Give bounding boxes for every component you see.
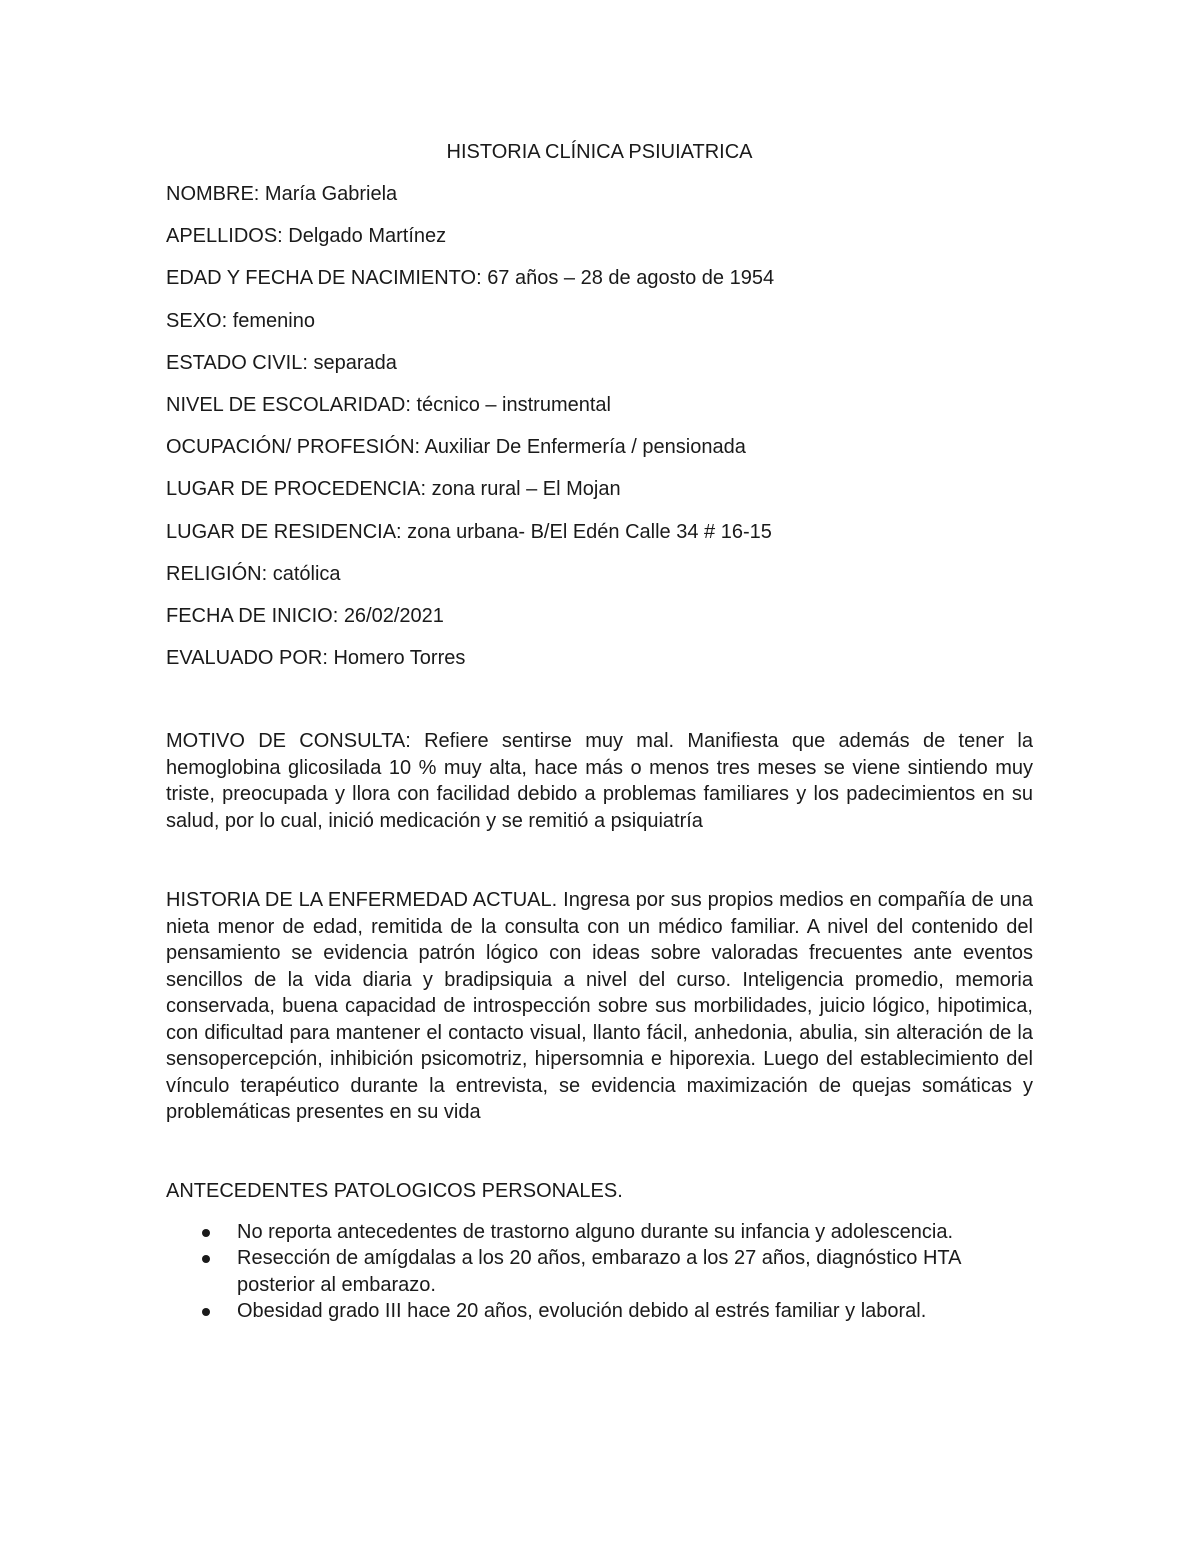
- field-value: Delgado Martínez: [288, 225, 447, 248]
- field-value: técnico – instrumental: [416, 393, 611, 416]
- document-content: [166, 138, 1033, 1325]
- field-lugar-residencia: [166, 519, 1033, 546]
- spacer: [166, 834, 1033, 887]
- field-value: católica: [272, 562, 341, 585]
- list-item-text: Resección de amígdalas a los 20 años, embarazo a los 27 años, diagnóstico HTA posterior al embarazo.: [237, 1247, 961, 1296]
- field-label: LUGAR DE RESIDENCIA:: [166, 520, 402, 543]
- field-label: SEXO:: [166, 309, 228, 332]
- field-evaluado-por: [166, 645, 1033, 672]
- antecedentes-heading: ANTECEDENTES PATOLOGICOS PERSONALES.: [166, 1179, 623, 1202]
- field-value: zona rural – El Mojan: [431, 478, 621, 501]
- historia-enfermedad-text: Ingresa por sus propios medios en compañía de una nieta menor de edad, remitida de la consulta con un médico familiar. A nivel del contenido del pensamiento se evidencia patrón lógico con ideas sobre valoradas frecuentes ante eventos sencillos de la vida diaria y bradipsiquia a nivel del curso. Inteligencia promedio, memoria conservada, buena capacidad de introspección sobre sus morbilidades, juicio lógico, hipotimica, con dificultad para mantener el contacto visual, llanto fácil, anhedonia, abulia, sin alteración de la sensopercepción, inhibición psicomotriz, hipersomnia e hiporexia. Luego del establecimiento del vínculo terapéutico durante la entrevista, se evidencia maximización de quejas somáticas y problemáticas presentes en su vida: [166, 889, 1034, 1124]
- field-fecha-inicio: [166, 603, 1033, 630]
- motivo-consulta-text: Refiere sentirse muy mal. Manifiesta que además de tener la hemoglobina glicosilada 10 % muy alta, hace más o menos tres meses se viene sintiendo muy triste, preocupada y llora con facilidad debido a problemas familiares y los padecimientos en su salud, por lo cual, inició medicación y se remitió a psiquiatría: [166, 730, 1033, 832]
- field-value: 26/02/2021: [343, 604, 444, 627]
- list-item: [166, 1298, 1033, 1325]
- antecedentes-list: [166, 1219, 1033, 1325]
- field-value: separada: [313, 351, 397, 374]
- field-nivel-escolaridad: [166, 392, 1033, 419]
- field-edad-fecha-nacimiento: [166, 265, 1033, 292]
- field-label: ESTADO CIVIL:: [166, 351, 308, 374]
- bullet-icon: [202, 1308, 210, 1316]
- field-label: NIVEL DE ESCOLARIDAD:: [166, 393, 411, 416]
- bullet-icon: [202, 1229, 210, 1237]
- field-label: EVALUADO POR:: [166, 647, 328, 670]
- field-label: OCUPACIÓN/ PROFESIÓN:: [166, 436, 421, 459]
- list-item-text: No reporta antecedentes de trastorno alguno durante su infancia y adolescencia.: [237, 1220, 954, 1243]
- document-title: HISTORIA CLÍNICA PSIUIATRICA: [446, 141, 753, 163]
- field-value: zona urbana- B/El Edén Calle 34 # 16-15: [407, 520, 772, 543]
- historia-enfermedad-paragraph: [166, 887, 1033, 1126]
- field-sexo: [166, 308, 1033, 335]
- bullet-icon: [202, 1255, 210, 1263]
- spacer: [166, 687, 1033, 728]
- motivo-consulta-heading: MOTIVO DE CONSULTA:: [166, 730, 411, 753]
- historia-enfermedad-heading: HISTORIA DE LA ENFERMEDAD ACTUAL.: [166, 889, 558, 912]
- field-value: femenino: [232, 309, 315, 332]
- field-label: RELIGIÓN:: [166, 562, 268, 585]
- field-value: 67 años – 28 de agosto de 1954: [487, 267, 775, 290]
- spacer: [166, 1126, 1033, 1178]
- field-ocupacion-profesion: [166, 434, 1033, 461]
- field-value: Homero Torres: [333, 647, 466, 670]
- list-item-text: Obesidad grado III hace 20 años, evolución debido al estrés familiar y laboral.: [237, 1300, 927, 1323]
- list-item: [166, 1245, 1033, 1298]
- field-label: FECHA DE INICIO:: [166, 604, 339, 627]
- field-value: Auxiliar De Enfermería / pensionada: [424, 436, 746, 459]
- list-item: [166, 1219, 1033, 1246]
- field-religion: [166, 561, 1033, 588]
- field-label: LUGAR DE PROCEDENCIA:: [166, 478, 427, 501]
- field-apellidos: [166, 223, 1033, 250]
- field-value: María Gabriela: [264, 183, 398, 205]
- field-label: EDAD Y FECHA DE NACIMIENTO:: [166, 267, 482, 290]
- field-label: NOMBRE:: [166, 183, 260, 205]
- field-estado-civil: [166, 350, 1033, 377]
- field-nombre: [166, 181, 1033, 208]
- field-label: APELLIDOS:: [166, 225, 283, 248]
- motivo-consulta-paragraph: [166, 728, 1033, 834]
- field-lugar-procedencia: [166, 476, 1033, 503]
